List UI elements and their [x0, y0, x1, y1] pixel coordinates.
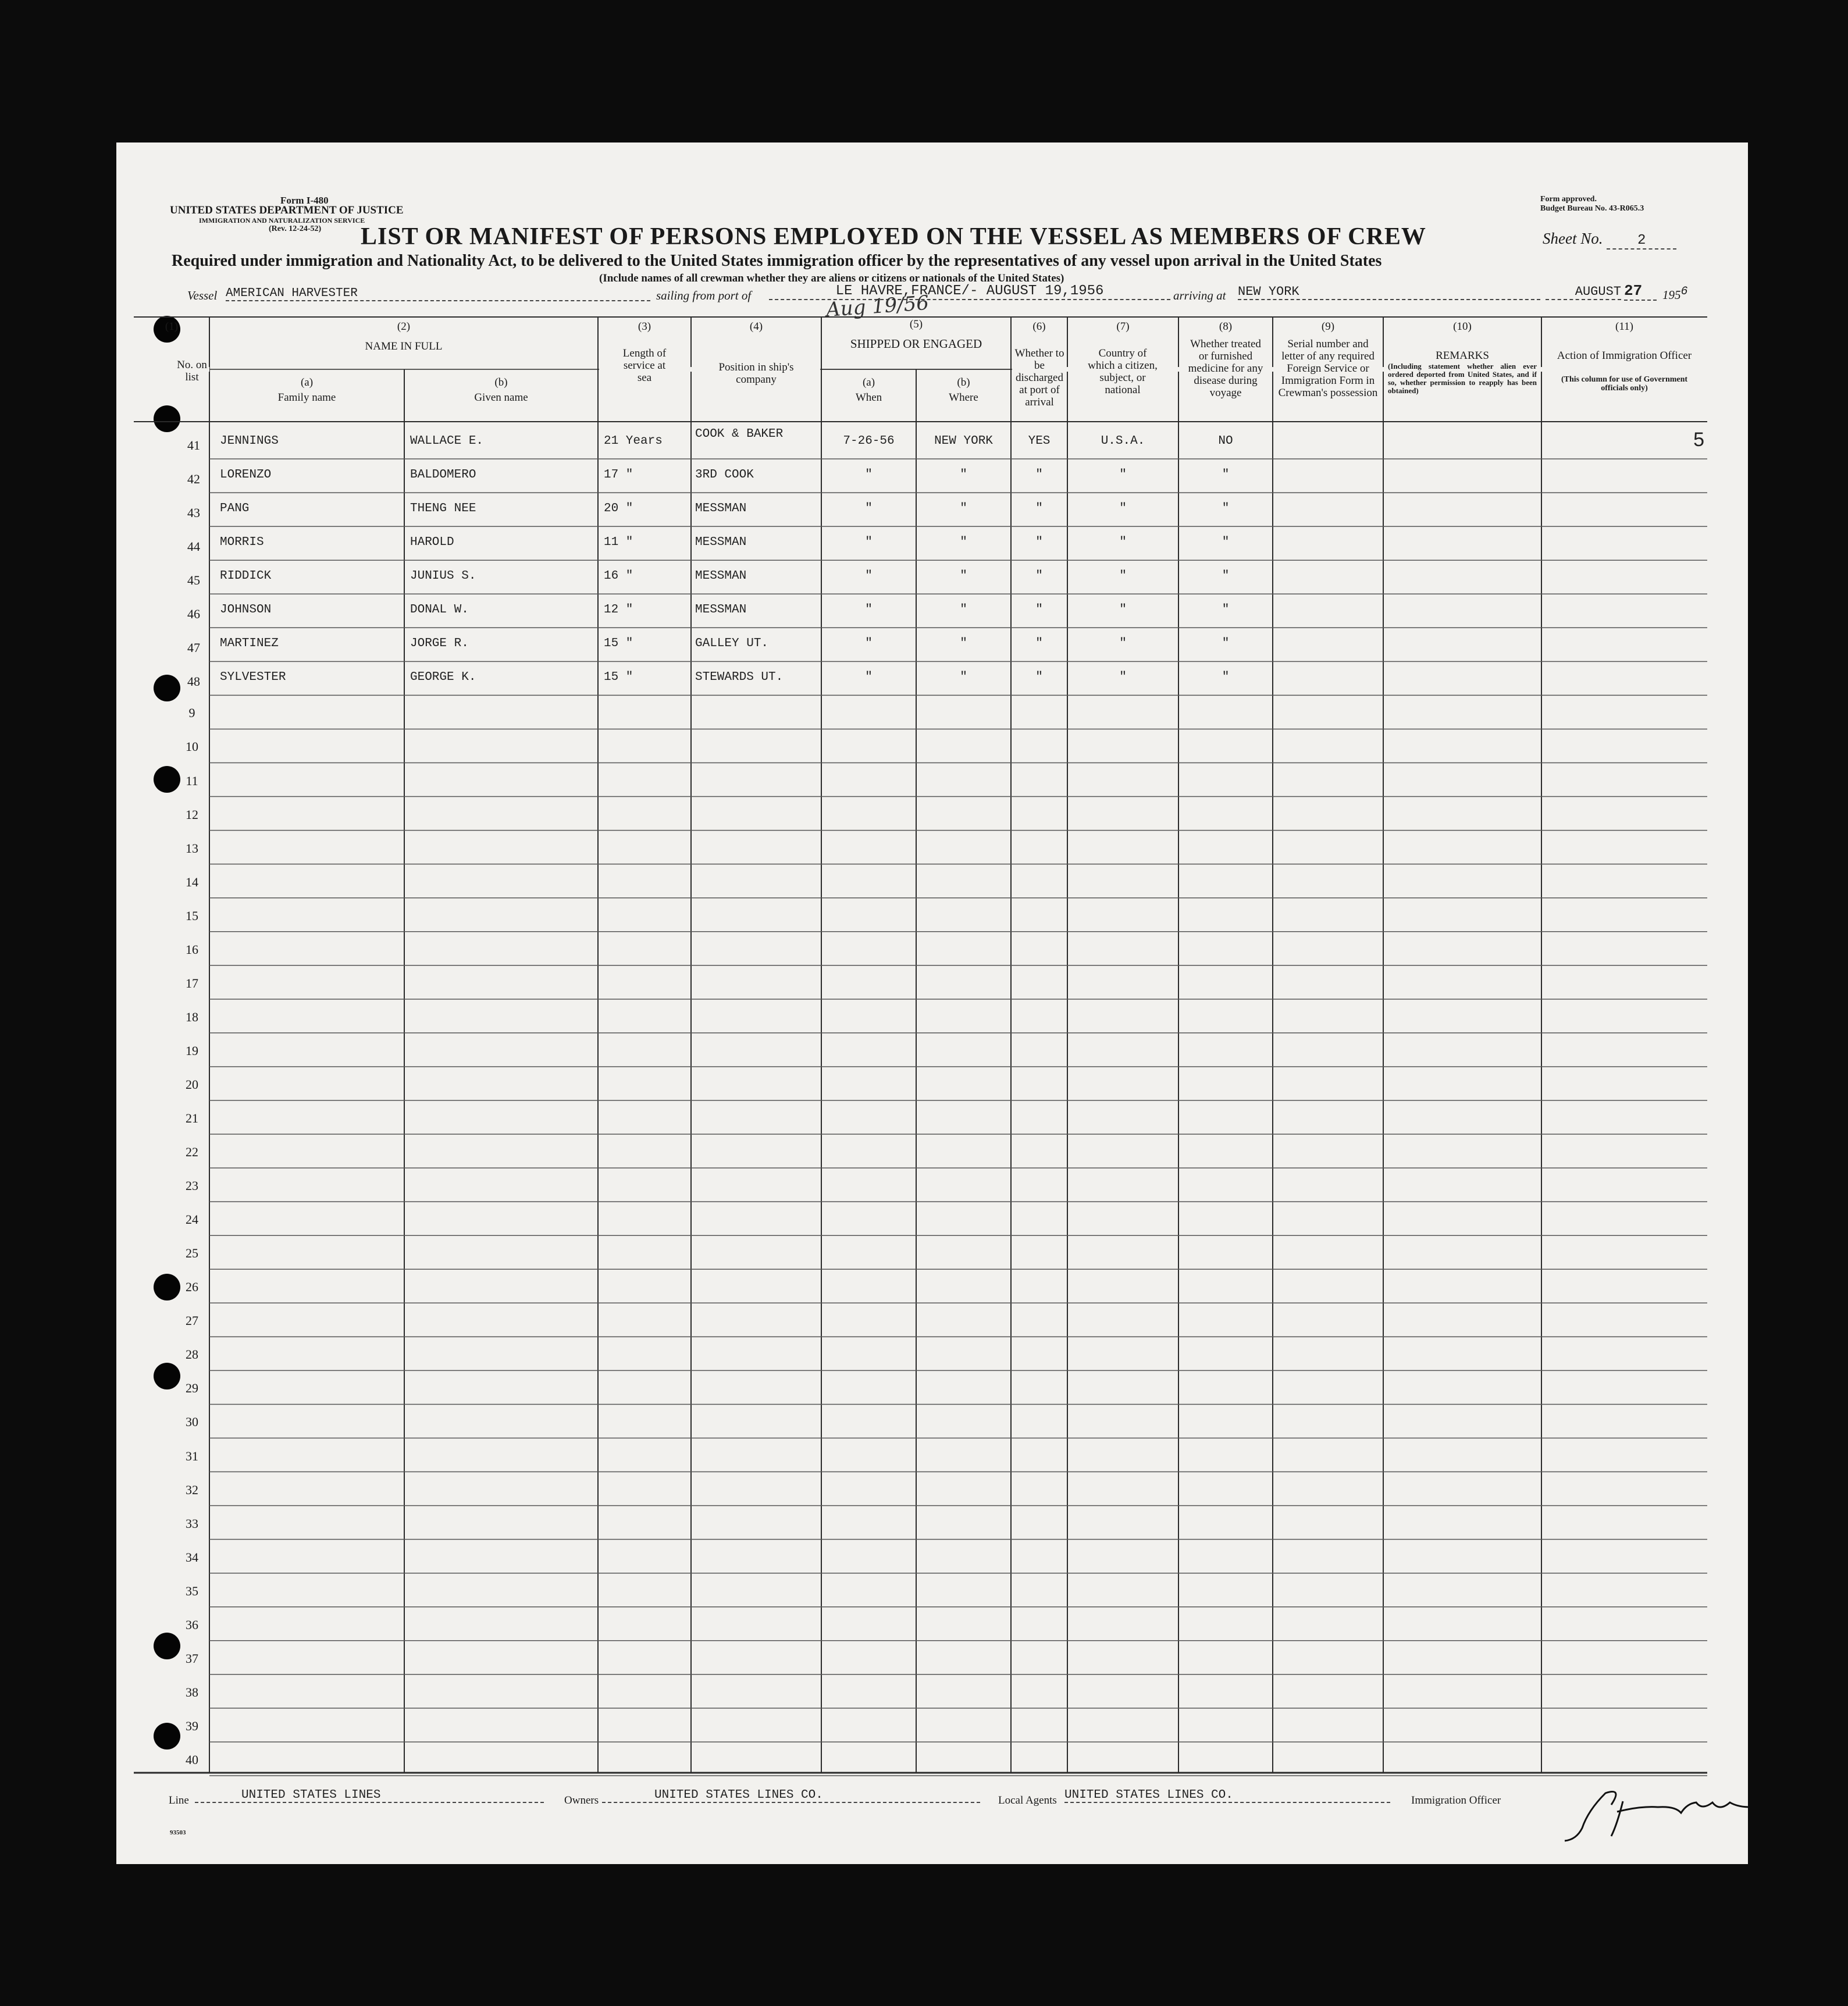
footer-line — [169, 1788, 1739, 1818]
year-prefix: 195 — [1662, 288, 1681, 302]
blank-row — [116, 1235, 1748, 1269]
discharged-at-arrival: " — [1035, 468, 1043, 482]
col8-header: Whether treated or furnished medicine for any disease during voyage — [1188, 338, 1263, 399]
col11-header: Action of Immigration Officer — [1557, 350, 1692, 362]
row-number: 42 — [187, 472, 200, 487]
row-number: 17 — [186, 975, 198, 990]
col2b-header: Given name — [474, 391, 528, 404]
col5b-number: (b) — [957, 376, 970, 389]
blank-row — [116, 1168, 1748, 1202]
row-number: 47 — [187, 640, 200, 655]
blank-row — [116, 1573, 1748, 1607]
manifest-sheet — [116, 142, 1748, 1864]
row-number: 30 — [186, 1414, 198, 1430]
medical-treatment: NO — [1218, 434, 1233, 448]
ship-position: GALLEY UT. — [695, 637, 769, 651]
engaged-when: " — [865, 603, 873, 617]
col2b-number: (b) — [494, 376, 508, 389]
form-subtitle-note: (Include names of all crewman whether they are aliens or citizens or nationals of the United States) — [599, 272, 1064, 284]
discharged-at-arrival: " — [1035, 569, 1043, 583]
handwritten-date-stamp: Aug 19/56 — [825, 291, 930, 322]
given-name: GEORGE K. — [410, 671, 476, 685]
col4-header: Position in ship's company — [718, 361, 794, 386]
row-number: 34 — [186, 1549, 198, 1565]
given-name: DONAL W. — [410, 603, 469, 617]
row-number: 25 — [186, 1246, 198, 1261]
given-name: JORGE R. — [410, 637, 469, 651]
sailing-label: sailing from port of — [656, 288, 752, 302]
discharged-at-arrival: " — [1035, 502, 1043, 516]
col10-number: (10) — [1453, 320, 1472, 333]
col10-note: (Including statement whether alien ever ordered deported from United States, and if so, whether permission to reapply has been obtained) — [1388, 362, 1537, 395]
citizenship-country: " — [1119, 671, 1127, 685]
blank-row — [116, 999, 1748, 1033]
discharged-at-arrival: " — [1035, 637, 1043, 651]
ship-position: COOK & BAKER — [695, 427, 784, 441]
row-number: 48 — [187, 674, 200, 689]
table-row — [116, 493, 1748, 526]
citizenship-country: " — [1119, 637, 1127, 651]
sheet-number: 2 — [1607, 233, 1676, 250]
vessel-label: Vessel — [187, 288, 218, 302]
blank-row — [116, 965, 1748, 999]
engaged-when: " — [865, 671, 873, 685]
agents-label: Local Agents — [998, 1794, 1057, 1807]
citizenship-country: " — [1119, 502, 1127, 516]
blank-row — [116, 1540, 1748, 1573]
page-title: LIST OR MANIFEST OF PERSONS EMPLOYED ON THE VESSEL AS MEMBERS OF CREW — [361, 223, 1426, 250]
medical-treatment: " — [1222, 569, 1230, 583]
family-name: MARTINEZ — [220, 637, 279, 651]
medical-treatment: " — [1222, 502, 1230, 516]
table-row — [116, 661, 1748, 695]
service-length: 15 " — [604, 671, 633, 685]
engaged-where: NEW YORK — [934, 434, 993, 448]
blank-row — [116, 1708, 1748, 1742]
blank-row — [116, 1641, 1748, 1674]
row-number: 9 — [188, 706, 195, 721]
given-name: BALDOMERO — [410, 468, 476, 482]
family-name: PANG — [220, 502, 250, 516]
row-number: 13 — [186, 840, 198, 856]
row-number: 22 — [186, 1145, 198, 1160]
arriving-label: arriving at — [1173, 288, 1226, 302]
blank-row — [116, 695, 1748, 729]
row-number: 20 — [186, 1077, 198, 1092]
revision-date: (Rev. 12-24-52) — [269, 225, 322, 233]
local-agents: UNITED STATES LINES CO. — [1064, 1788, 1390, 1803]
family-name: SYLVESTER — [220, 671, 286, 685]
citizenship-country: " — [1119, 569, 1127, 583]
row-number: 45 — [187, 573, 200, 588]
arrival-day: 27 — [1624, 282, 1657, 301]
row-number: 21 — [186, 1111, 198, 1125]
discharged-at-arrival: " — [1035, 603, 1043, 617]
engaged-when: " — [865, 569, 873, 583]
ship-position: 3RD COOK — [695, 468, 754, 482]
row-number: 36 — [186, 1617, 198, 1632]
row-number: 33 — [186, 1516, 198, 1531]
blank-row — [116, 1067, 1748, 1100]
row-number: 19 — [186, 1043, 198, 1058]
col10-header: REMARKS — [1436, 350, 1489, 362]
ship-position: MESSMAN — [695, 569, 747, 583]
service-length: 20 " — [604, 502, 633, 516]
approval-note: Form approved. — [1540, 195, 1597, 204]
department-name: UNITED STATES DEPARTMENT OF JUSTICE — [170, 204, 404, 216]
blank-row — [116, 1472, 1748, 1506]
table-row — [116, 594, 1748, 628]
row-number: 35 — [186, 1583, 198, 1598]
blank-row — [116, 1742, 1748, 1776]
officer-label: Immigration Officer — [1411, 1794, 1501, 1807]
family-name: LORENZO — [220, 468, 272, 482]
sheet-label: Sheet No. — [1543, 230, 1603, 247]
arrival-month: AUGUST — [1546, 284, 1621, 300]
service-name: IMMIGRATION AND NATURALIZATION SERVICE — [199, 216, 365, 225]
col7-header: Country of which a citizen, subject, or national — [1088, 347, 1158, 396]
col2a-header: Family name — [277, 391, 336, 404]
blank-row — [116, 1269, 1748, 1303]
blank-row — [116, 1303, 1748, 1337]
row-number: 32 — [186, 1482, 198, 1497]
engaged-when: " — [865, 468, 873, 482]
year-suffix: 6 — [1680, 285, 1688, 298]
row-number: 23 — [186, 1178, 198, 1193]
citizenship-country: " — [1119, 603, 1127, 617]
blank-row — [116, 729, 1748, 763]
row-number: 27 — [186, 1313, 198, 1328]
row-number: 16 — [186, 942, 198, 957]
col2a-number: (a) — [300, 376, 314, 389]
service-length: 11 " — [604, 536, 633, 550]
departure-port: LE HAVRE,FRANCE/- AUGUST 19,1956 — [769, 283, 1170, 300]
col1-header: No. on list — [177, 359, 207, 383]
engaged-where: " — [960, 536, 967, 550]
blank-row — [116, 1033, 1748, 1067]
blank-row — [116, 1202, 1748, 1235]
row-number: 28 — [186, 1347, 198, 1362]
citizenship-country: " — [1119, 468, 1127, 482]
col5a-number: (a) — [862, 376, 875, 389]
line-label: Line — [169, 1794, 189, 1807]
row-number: 44 — [187, 539, 200, 554]
ship-position: MESSMAN — [695, 502, 747, 516]
blank-row — [116, 898, 1748, 932]
table-row — [116, 560, 1748, 594]
table-row — [116, 526, 1748, 560]
blank-row — [116, 1607, 1748, 1641]
officer-action: 5 — [1693, 429, 1704, 451]
blank-row — [116, 1404, 1748, 1438]
medical-treatment: " — [1222, 536, 1230, 550]
col5-number: (5) — [909, 318, 923, 330]
citizenship-country: U.S.A. — [1101, 434, 1145, 448]
col5a-header: When — [855, 391, 882, 404]
blank-row — [116, 1370, 1748, 1404]
family-name: JOHNSON — [220, 603, 272, 617]
row-number: 24 — [186, 1212, 198, 1227]
blank-row — [116, 1506, 1748, 1540]
service-length: 17 " — [604, 468, 633, 482]
row-number: 38 — [186, 1684, 198, 1699]
discharged-at-arrival: " — [1035, 671, 1043, 685]
blank-row — [116, 932, 1748, 965]
engaged-where: " — [960, 502, 967, 516]
engaged-where: " — [960, 671, 967, 685]
medical-treatment: " — [1222, 637, 1230, 651]
col6-header: Whether to be discharged at port of arrival — [1014, 347, 1064, 408]
col3-number: (3) — [638, 320, 651, 333]
table-row — [116, 628, 1748, 661]
engaged-where: " — [960, 603, 967, 617]
row-number: 26 — [186, 1280, 198, 1295]
service-length: 15 " — [604, 637, 633, 651]
given-name: JUNIUS S. — [410, 569, 476, 583]
row-number: 41 — [187, 438, 200, 452]
engaged-when: " — [865, 502, 873, 516]
vessel-owners: UNITED STATES LINES CO. — [602, 1788, 980, 1803]
row-number: 40 — [186, 1752, 198, 1767]
vessel-name: AMERICAN HARVESTER — [226, 287, 650, 301]
blank-row — [116, 1337, 1748, 1370]
col8-number: (8) — [1219, 320, 1233, 333]
col1-number: (1) — [165, 320, 179, 333]
medical-treatment: " — [1222, 671, 1230, 685]
row-number: 10 — [186, 739, 198, 754]
col7-number: (7) — [1116, 320, 1130, 333]
family-name: MORRIS — [220, 536, 264, 550]
service-length: 16 " — [604, 569, 633, 583]
row-number: 39 — [186, 1718, 198, 1733]
blank-row — [116, 763, 1748, 797]
row-number: 29 — [186, 1381, 198, 1396]
engaged-where: " — [960, 569, 967, 583]
row-number: 37 — [186, 1651, 198, 1666]
col5b-header: Where — [949, 391, 978, 404]
blank-row — [116, 1134, 1748, 1168]
col11-note: (This column for use of Government officials only) — [1561, 375, 1688, 393]
col2-header: NAME IN FULL — [365, 340, 443, 352]
col5-header: SHIPPED OR ENGAGED — [850, 337, 982, 351]
row-number: 43 — [187, 505, 200, 521]
blank-row — [116, 864, 1748, 898]
ship-position: MESSMAN — [695, 536, 747, 550]
row-number: 18 — [186, 1009, 198, 1024]
service-length: 21 Years — [604, 434, 663, 448]
given-name: WALLACE E. — [410, 434, 484, 448]
engaged-where: " — [960, 468, 967, 482]
form-code: 93503 — [170, 1829, 186, 1836]
engaged-when: 7-26-56 — [843, 434, 895, 448]
col11-number: (11) — [1615, 320, 1633, 333]
owners-label: Owners — [564, 1794, 599, 1807]
family-name: RIDDICK — [220, 569, 272, 583]
engaged-where: " — [960, 637, 967, 651]
budget-bureau-number: Budget Bureau No. 43-R065.3 — [1540, 204, 1644, 213]
table-row — [116, 459, 1748, 493]
blank-row — [116, 1438, 1748, 1472]
arrival-port: NEW YORK — [1238, 284, 1540, 300]
row-number: 31 — [186, 1448, 198, 1463]
col9-header: Serial number and letter of any required Foreign Service or Immigration Form in Crewman's possession — [1278, 338, 1378, 399]
discharged-at-arrival: YES — [1028, 434, 1051, 448]
col4-number: (4) — [749, 320, 763, 333]
col3-header: Length of service at sea — [622, 347, 667, 384]
col6-number: (6) — [1032, 320, 1046, 333]
blank-row — [116, 797, 1748, 831]
given-name: THENG NEE — [410, 502, 476, 516]
engaged-when: " — [865, 637, 873, 651]
row-number: 15 — [186, 908, 198, 923]
form-subtitle: Required under immigration and Nationality Act, to be delivered to the United States immigration officer by the representatives of any vessel upon arrival in the United States — [172, 252, 1382, 270]
medical-treatment: " — [1222, 468, 1230, 482]
given-name: HAROLD — [410, 536, 454, 550]
ship-position: MESSMAN — [695, 603, 747, 617]
row-number: 11 — [186, 773, 198, 788]
blank-row — [116, 1674, 1748, 1708]
blank-row — [116, 831, 1748, 864]
citizenship-country: " — [1119, 536, 1127, 550]
medical-treatment: " — [1222, 603, 1230, 617]
col2-number: (2) — [397, 320, 411, 333]
service-length: 12 " — [604, 603, 633, 617]
shipping-line: UNITED STATES LINES — [195, 1788, 544, 1803]
col9-number: (9) — [1321, 320, 1335, 333]
engaged-when: " — [865, 536, 873, 550]
row-number: 12 — [186, 807, 198, 822]
blank-row — [116, 1100, 1748, 1134]
row-number: 14 — [186, 874, 198, 889]
family-name: JENNINGS — [220, 434, 279, 448]
ship-position: STEWARDS UT. — [695, 671, 784, 685]
table-row — [116, 425, 1748, 459]
row-number: 46 — [187, 607, 200, 622]
form-number: Form I-480 — [280, 195, 329, 206]
discharged-at-arrival: " — [1035, 536, 1043, 550]
